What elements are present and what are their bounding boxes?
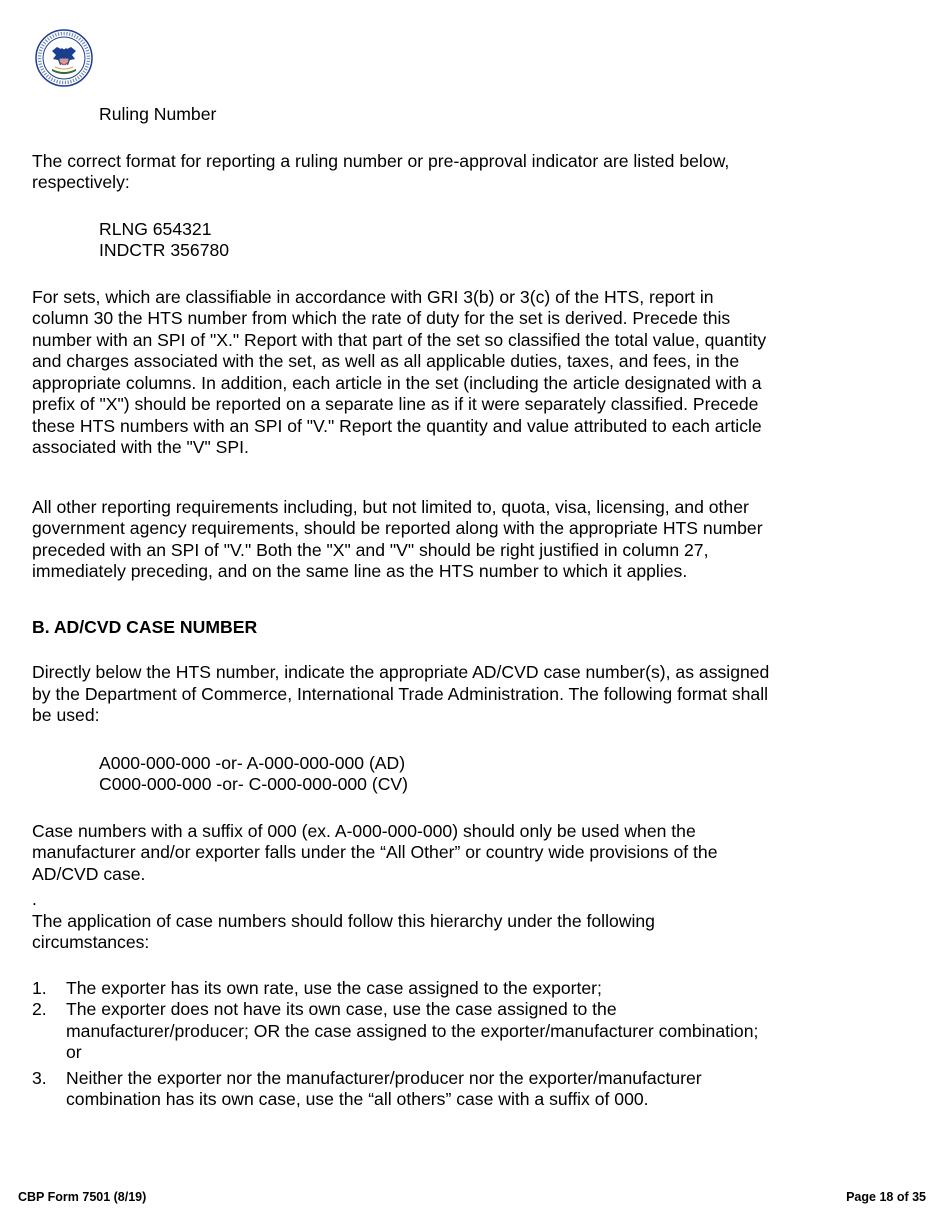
- list-item-text: The exporter has its own rate, use the case assigned to the exporter;: [66, 977, 602, 998]
- format-intro-paragraph: The correct format for reporting a ruling number or pre-approval indicator are listed below, respectively:: [32, 150, 730, 192]
- suffix-paragraph: Case numbers with a suffix of 000 (ex. A-000-000-000) should only be used when the manufacturer and/or exporter falls under the “All Other” or country wide provisions of the AD/CVD case.: [32, 820, 718, 884]
- list-item-text: The exporter does not have its own case, use the case assigned to the manufacturer/producer; OR the case assigned to the exporter/manufacturer combination; or: [66, 999, 759, 1062]
- list-item-number: 1.: [32, 977, 47, 998]
- list-item-number: 2.: [32, 999, 47, 1019]
- adcvd-intro-paragraph: Directly below the HTS number, indicate the appropriate AD/CVD case number(s), as assigned by the Department of Commerce, International Trade Administration. The following format shall be used:: [32, 662, 770, 725]
- other-requirements-paragraph: All other reporting requirements including, but not limited to, quota, visa, licensing, and other government agency requirements, should be reported along with the appropriate HTS number preceded with an SPI of "V." Both the "X" and "V" should be right justified in column 27, immediately preceding, and on the same line as the HTS number to which it applies.: [32, 496, 763, 581]
- list-item: [32, 999, 772, 1064]
- hierarchy-list: [32, 978, 772, 1111]
- form-id: CBP Form 7501 (8/19): [18, 1190, 147, 1204]
- list-item: [32, 1068, 772, 1111]
- format-examples: [32, 219, 772, 262]
- cv-case-format: C000-000-000 -or- C-000-000-000 (CV): [99, 774, 409, 794]
- page-indicator: Page 18 of 35: [846, 1190, 926, 1204]
- ruling-number-label: Ruling Number: [99, 104, 217, 124]
- hierarchy-intro-paragraph: The application of case numbers should follow this hierarchy under the following circumstances:: [32, 910, 655, 952]
- page-body: [32, 104, 772, 1111]
- case-format-examples: [32, 753, 772, 796]
- dhs-seal-icon: [35, 29, 93, 87]
- sets-paragraph: For sets, which are classifiable in accordance with GRI 3(b) or 3(c) of the HTS, report in column 30 the HTS number from which the rate of duty for the set is derived. Precede this number with an SPI of "X." Report with that part of the set so classified the total value, quantity and charges associated with the set, as well as all applicable duties, taxes, and fees, in the appropriate columns. In addition, each article in the set (including the article designated with a prefix of "X") should be reported on a separate line as if it were separately classified. Precede these HTS numbers with an SPI of "V." Report the quantity and value attributed to each article associated with the "V" SPI.: [32, 286, 767, 457]
- stray-period: .: [32, 889, 37, 909]
- ad-case-format: A000-000-000 -or- A-000-000-000 (AD): [99, 752, 406, 773]
- section-b-heading: B. AD/CVD CASE NUMBER: [32, 616, 258, 637]
- indicator-format-example: INDCTR 356780: [99, 240, 230, 260]
- list-item: [32, 978, 772, 1000]
- list-item-number: 3.: [32, 1067, 47, 1088]
- list-item-text: Neither the exporter nor the manufacturer/producer nor the exporter/manufacturer combination has its own case, use the “all others” case with a suffix of 000.: [66, 1067, 702, 1109]
- ruling-format-example: RLNG 654321: [99, 218, 212, 239]
